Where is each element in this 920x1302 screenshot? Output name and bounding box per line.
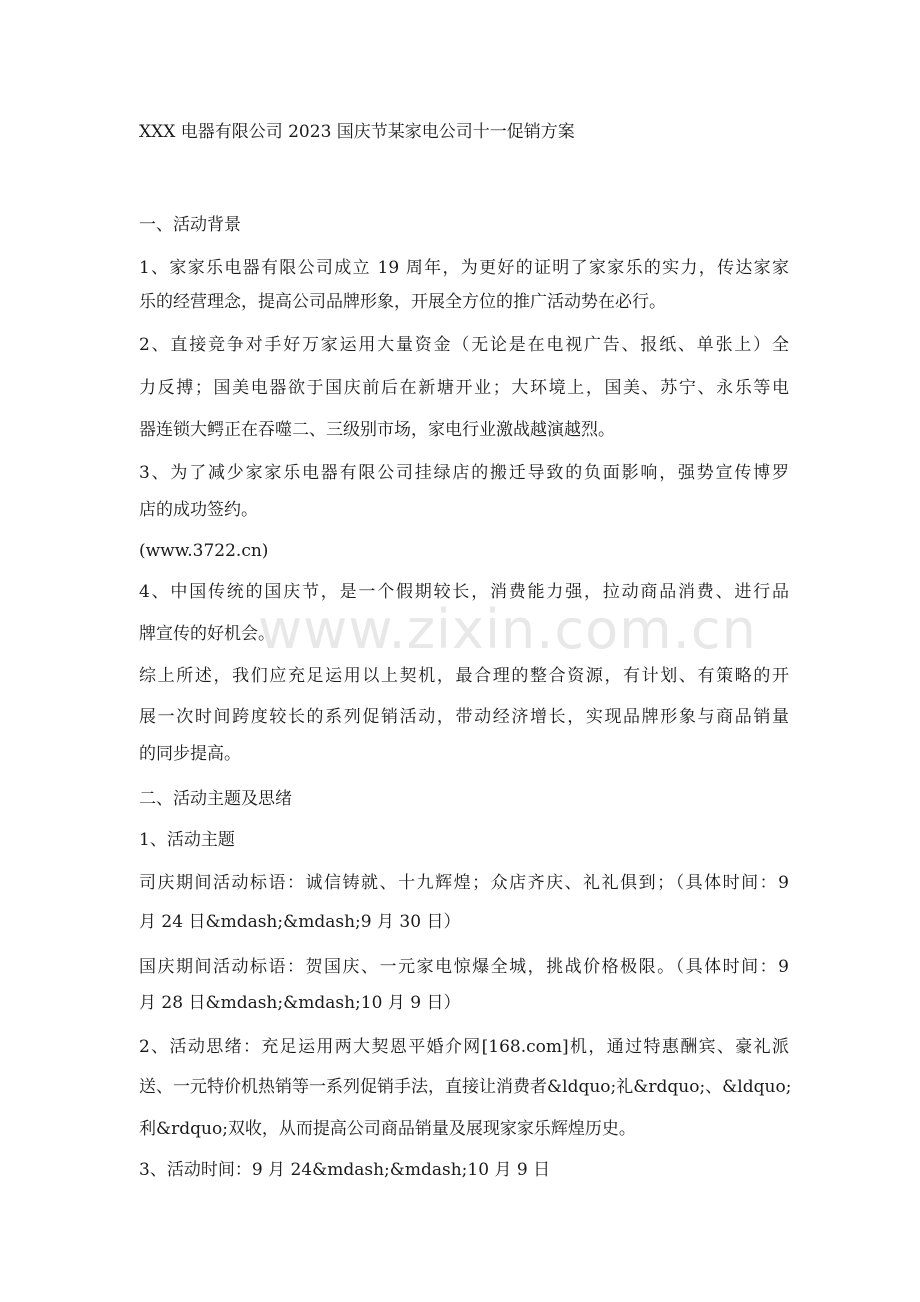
paragraph-line: 2、活动思绪：充足运用两大契恩平婚介网[168.com]机，通过特惠酬宾、豪礼派: [139, 1037, 789, 1057]
section-heading: 二、活动主题及思绪: [139, 789, 292, 809]
subheading: 1、活动主题: [139, 830, 235, 850]
paragraph-line: 1、家家乐电器有限公司成立 19 周年，为更好的证明了家家乐的实力，传达家家: [139, 258, 789, 278]
paragraph-line: 力反搏；国美电器欲于国庆前后在新塘开业；大环境上，国美、苏宁、永乐等电: [139, 378, 789, 398]
document-title: XXX 电器有限公司 2023 国庆节某家电公司十一促销方案: [139, 122, 575, 142]
paragraph-line: 国庆期间活动标语：贺国庆、一元家电惊爆全城，挑战价格极限。（具体时间：9: [139, 957, 789, 977]
paragraph-line: 店的成功签约。: [139, 500, 258, 520]
paragraph-line: 月 24 日&mdash;&mdash;9 月 30 日）: [139, 912, 461, 932]
paragraph-line: 月 28 日&mdash;&mdash;10 月 9 日）: [139, 993, 461, 1013]
paragraph-line: 2、直接竞争对手好万家运用大量资金（无论是在电视广告、报纸、单张上）全: [139, 335, 789, 355]
paragraph-line: (www.3722.cn): [139, 541, 269, 561]
paragraph-line: 3、活动时间：9 月 24&mdash;&mdash;10 月 9 日: [139, 1160, 551, 1180]
paragraph-line: 展一次时间跨度较长的系列促销活动，带动经济增长，实现品牌形象与商品销量: [139, 707, 789, 727]
section-heading: 一、活动背景: [139, 215, 241, 235]
paragraph-line: 司庆期间活动标语：诚信铸就、十九辉煌；众店齐庆、礼礼俱到；（具体时间：9: [139, 873, 789, 893]
paragraph-line: 的同步提高。: [139, 744, 241, 764]
paragraph-line: 3、为了减少家家乐电器有限公司挂绿店的搬迁导致的负面影响，强势宣传博罗: [139, 463, 789, 483]
paragraph-line: 送、一元特价机热销等一系列促销手法，直接让消费者&ldquo;礼&rdquo;、&ldquo;: [139, 1077, 792, 1097]
paragraph-line: 4、中国传统的国庆节，是一个假期较长，消费能力强，拉动商品消费、进行品: [139, 582, 789, 602]
watermark: www.zixin.com.cn: [258, 598, 757, 661]
paragraph-line: 牌宣传的好机会。: [139, 624, 275, 644]
paragraph-line: 综上所述，我们应充足运用以上契机，最合理的整合资源，有计划、有策略的开: [139, 666, 789, 686]
paragraph-line: 利&rdquo;双收，从而提高公司商品销量及展现家家乐辉煌历史。: [139, 1119, 636, 1139]
paragraph-line: 器连锁大鳄正在吞噬二、三级别市场，家电行业激战越演越烈。: [139, 420, 615, 440]
paragraph-line: 乐的经营理念，提高公司品牌形象，开展全方位的推广活动势在必行。: [139, 292, 666, 312]
